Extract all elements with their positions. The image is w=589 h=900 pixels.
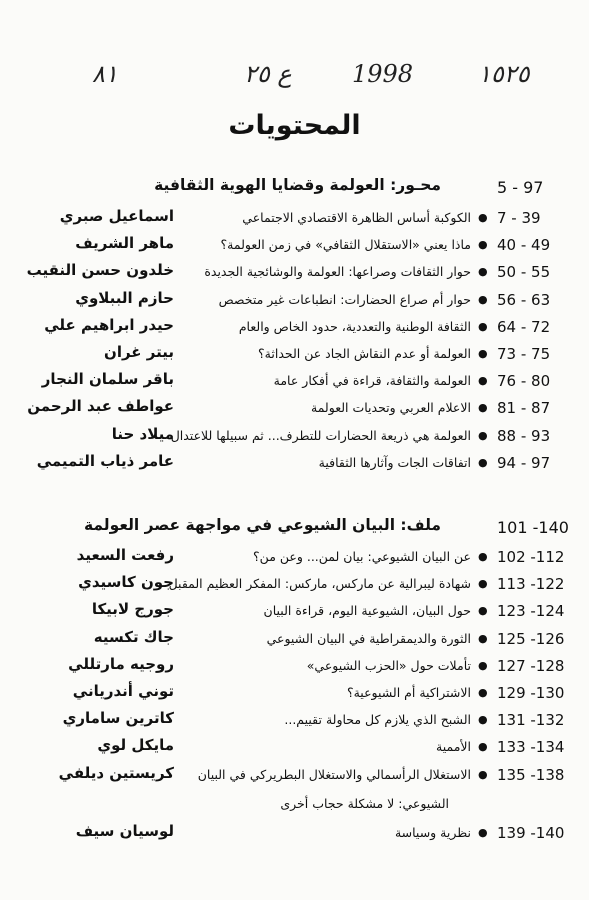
bullet-icon: ● xyxy=(478,428,488,442)
bullet-icon: ● xyxy=(478,292,488,306)
entry-author: كاترين ساماري xyxy=(62,709,174,728)
toc-entry xyxy=(0,820,589,846)
entry-author: توني أندرياني xyxy=(72,682,174,700)
entry-pages: 76 - 80 xyxy=(497,372,551,391)
bullet-icon: ● xyxy=(478,374,488,388)
toc-entry xyxy=(0,368,589,394)
entry-author: ماهر الشريف xyxy=(75,234,174,253)
entry-author: باقر سلمان النجار xyxy=(41,370,174,389)
entry-pages: 127 -128 xyxy=(497,656,565,675)
entry-title: العولمة والثقافة، قراءة في أفكار عامة xyxy=(273,373,471,389)
entry-pages: 133 -134 xyxy=(497,738,565,757)
entry-pages: 7 - 39 xyxy=(497,209,541,227)
entry-pages: 139 -140 xyxy=(497,824,565,842)
toc-entry xyxy=(0,544,589,570)
entry-author: اسماعيل صبري xyxy=(59,207,174,225)
bullet-icon: ● xyxy=(478,347,488,360)
toc-entry xyxy=(0,734,589,760)
entry-title: الكوكبة أساس الظاهرة الاقتصادي الاجتماعي xyxy=(242,210,471,225)
section-heading: ملف: البيان الشيوعي في مواجهة عصر العولمة xyxy=(84,516,441,534)
entry-title: الاشتراكية أم الشيوعية؟ xyxy=(346,685,471,700)
entry-title: العولمة أو عدم النقاش الجاد عن الحداثة؟ xyxy=(258,346,471,361)
toc-entry xyxy=(0,707,589,733)
entry-author: روجيه مارتللي xyxy=(68,654,174,673)
entry-pages: 102 -112 xyxy=(497,548,565,566)
toc-entry xyxy=(0,423,589,449)
entry-pages: 40 - 49 xyxy=(497,236,551,255)
toc-entry xyxy=(0,653,589,679)
entry-title: حوار الثقافات وصراعها: العولمة والوشائجية الجديدة xyxy=(204,264,471,280)
entry-author: خلدون حسن النقيب xyxy=(26,261,174,280)
entry-title: اتفاقات الجات وآثارها الثقافية xyxy=(318,454,471,470)
handwritten-code: ٨١ xyxy=(92,60,118,88)
entry-pages: 50 - 55 xyxy=(497,263,551,282)
page-title: المحتويات xyxy=(228,110,361,141)
entry-title: عن البيان الشيوعي: بيان لمن... وعن من؟ xyxy=(253,549,471,564)
section-header xyxy=(0,176,589,202)
entry-pages: 131 -132 xyxy=(497,711,565,730)
entry-author: رفعت السعيد xyxy=(76,546,174,564)
toc-entry xyxy=(0,450,589,476)
bullet-icon: ● xyxy=(478,577,488,591)
entry-author: جون كاسيدي xyxy=(78,573,174,592)
entry-pages: 113 -122 xyxy=(497,575,565,594)
bullet-icon: ● xyxy=(478,455,488,469)
bullet-icon: ● xyxy=(478,713,488,727)
entry-title: حوار أم صراع الحضارات: انطباعات غير متخصص xyxy=(218,291,471,307)
entry-author: عامر ذياب التميمي xyxy=(36,451,174,470)
entry-title: الاعلام العربي وتحديات العولمة xyxy=(311,400,471,416)
toc-entry xyxy=(0,626,589,652)
entry-pages: 88 - 93 xyxy=(497,426,551,445)
bullet-icon: ● xyxy=(478,550,488,563)
bullet-icon: ● xyxy=(478,740,488,754)
entry-author: عواطف عبد الرحمن xyxy=(27,397,174,416)
entry-pages: 56 - 63 xyxy=(497,290,551,309)
toc-entry xyxy=(0,205,589,231)
entry-pages: 64 - 72 xyxy=(497,317,551,336)
entry-pages: 123 -124 xyxy=(497,602,565,621)
bullet-icon: ● xyxy=(478,265,488,279)
entry-author: حيدر ابراهيم علي xyxy=(44,315,174,334)
section-header xyxy=(0,516,589,542)
entry-title: الشبح الذي يلازم كل محاولة تقييم... xyxy=(284,712,471,728)
entry-title: ماذا يعني «الاستقلال الثقافي» في زمن العولمة؟ xyxy=(220,237,471,253)
toc-entry xyxy=(0,680,589,706)
section-pages: 5 - 97 xyxy=(497,178,544,197)
entry-author: حازم الببلاوي xyxy=(75,288,174,307)
entry-title: حول البيان، الشيوعية اليوم، قراءة البيان xyxy=(263,603,471,619)
entry-pages: 81 - 87 xyxy=(497,399,551,418)
toc-entry xyxy=(0,598,589,624)
entry-pages: 125 -126 xyxy=(497,629,565,648)
bullet-icon: ● xyxy=(478,658,488,672)
bullet-icon: ● xyxy=(478,604,488,618)
entry-title: الثورة والديمقراطية في البيان الشيوعي xyxy=(266,630,471,646)
handwritten-year: 1998 xyxy=(352,60,414,88)
toc-entry xyxy=(0,571,589,597)
entry-author: كريستين ديلفي xyxy=(58,763,174,782)
bullet-icon: ● xyxy=(478,631,488,645)
entry-pages: 129 -130 xyxy=(497,684,565,702)
section-heading: محـور: العولمة وقضايا الهوية الثقافية xyxy=(154,176,441,194)
entry-title: نظرية وسياسة xyxy=(394,825,471,840)
entry-pages: 94 - 97 xyxy=(497,453,551,472)
handwritten-number: ١٥٢٥ xyxy=(478,60,530,88)
entry-title: شهادة ليبرالية عن ماركس، ماركس: المفكر العظيم المقبل xyxy=(168,576,471,592)
bullet-icon: ● xyxy=(478,767,488,781)
toc-entry xyxy=(0,314,589,340)
toc-entry xyxy=(0,232,589,258)
entry-author: جاك تكسيه xyxy=(93,627,174,646)
entry-author: مايكل لوي xyxy=(97,736,174,755)
handwritten-issue: ع ٢٥ xyxy=(244,60,292,88)
bullet-icon: ● xyxy=(478,401,488,415)
section-pages: 101 -140 xyxy=(497,518,569,537)
toc-entry xyxy=(0,395,589,421)
bullet-icon: ● xyxy=(478,686,488,699)
entry-author: لوسيان سيف xyxy=(75,822,174,840)
entry-author: ميلاد حنا xyxy=(111,424,174,443)
bullet-icon: ● xyxy=(478,319,488,333)
entry-author: بيتر غران xyxy=(104,343,174,361)
entry-title: الأممية xyxy=(436,739,471,755)
entry-title: العولمة هي ذريعة الحضارات للتطرف... ثم سبيلها للاعتدال xyxy=(170,427,471,443)
toc-entry xyxy=(0,287,589,313)
toc-entry xyxy=(0,762,589,788)
toc-entry xyxy=(0,259,589,285)
toc-entry xyxy=(0,341,589,367)
entry-title: تأملات حول «الحزب الشيوعي» xyxy=(306,657,471,673)
bullet-icon: ● xyxy=(478,826,488,839)
entry-title: الاستغلال الرأسمالي والاستغلال البطريركي في البيان xyxy=(197,766,471,782)
entry-title-line2: الشيوعي: لا مشكلة حجاب أخرى xyxy=(280,795,449,811)
bullet-icon: ● xyxy=(478,238,488,252)
entry-author: جورج لابيكا xyxy=(91,600,174,619)
entry-pages: 73 - 75 xyxy=(497,345,551,363)
entry-pages: 135 -138 xyxy=(497,765,565,784)
bullet-icon: ● xyxy=(478,211,488,224)
entry-title: الثقافة الوطنية والتعددية، حدود الخاص والعام xyxy=(238,318,471,334)
entry-title-continuation xyxy=(0,791,589,817)
